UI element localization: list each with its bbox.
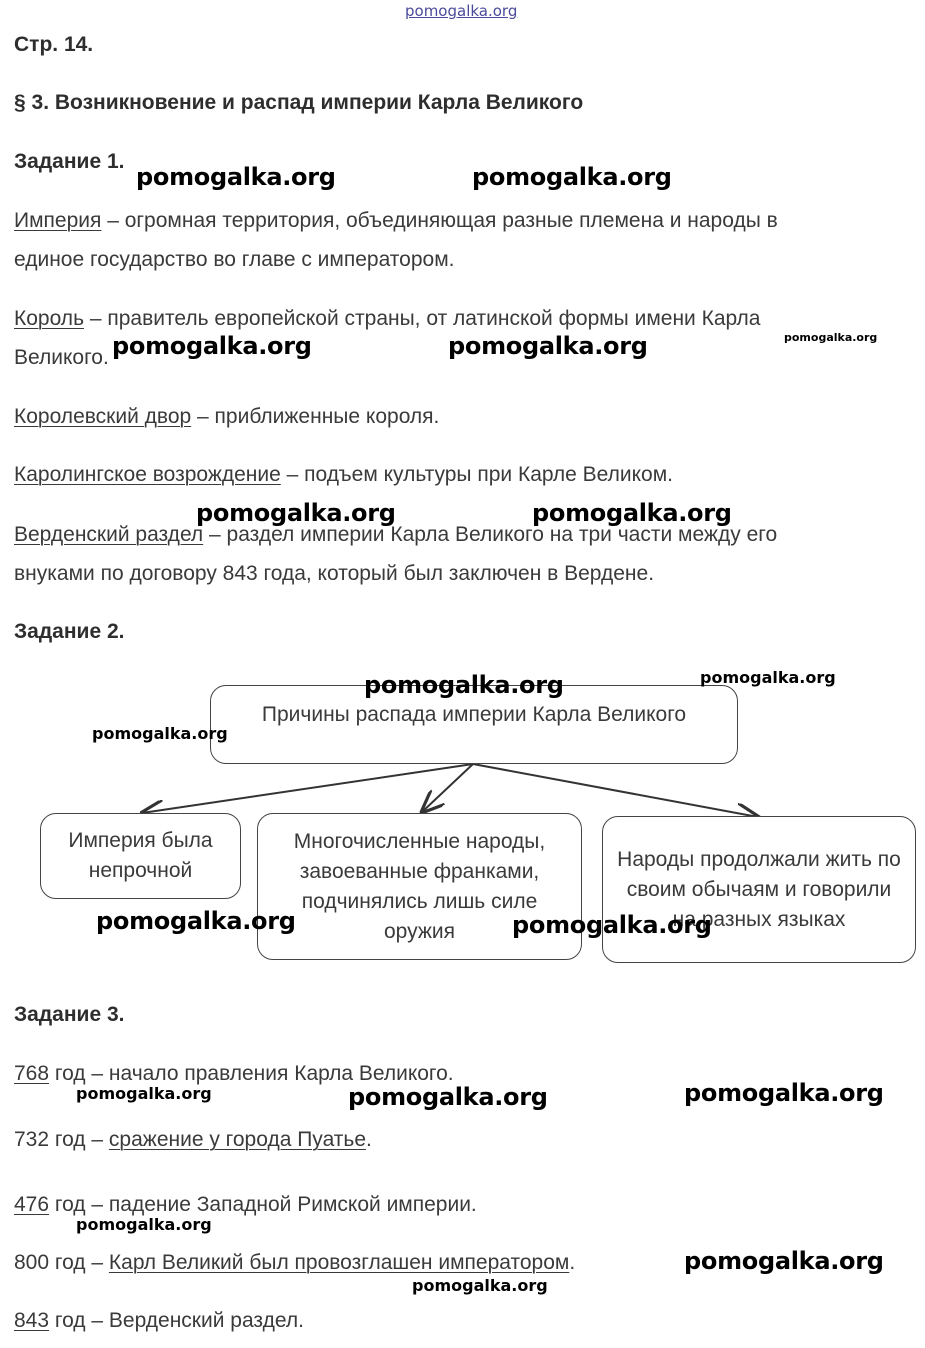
- watermark: pomogalka.org: [700, 668, 836, 687]
- watermark: pomogalka.org: [112, 332, 312, 360]
- task3-title: Задание 3.: [14, 1003, 125, 1026]
- timeline-year: 800: [14, 1251, 50, 1274]
- watermark: pomogalka.org: [512, 911, 712, 939]
- top-watermark: pomogalka.org: [405, 2, 518, 20]
- timeline-text: год – Верденский раздел.: [49, 1309, 304, 1332]
- diagram-child2-box: Многочисленные народы, завоеванные франками, подчинялись лишь силе оружия: [257, 813, 582, 960]
- arrow-to-child1: [142, 764, 473, 813]
- watermark: pomogalka.org: [96, 907, 296, 935]
- definition-royal-court-text: – приближенные короля.: [191, 405, 440, 428]
- definition-verdun-line2: внуками по договору 843 года, который был заключен в Вердене.: [14, 562, 655, 585]
- diagram-root-box: Причины распада империи Карла Великого: [210, 685, 738, 764]
- watermark: pomogalka.org: [684, 1247, 884, 1275]
- watermark: pomogalka.org: [532, 499, 732, 527]
- watermark: pomogalka.org: [784, 331, 878, 344]
- timeline-year: 476: [14, 1193, 50, 1216]
- timeline-text: год – начало правления Карла Великого.: [49, 1062, 454, 1085]
- term-royal-court: Королевский двор: [14, 405, 192, 428]
- watermark: pomogalka.org: [92, 724, 228, 743]
- definition-empire-line2: единое государство во главе с императором.: [14, 248, 455, 271]
- timeline-text: год – падение Западной Римской империи.: [49, 1193, 477, 1216]
- section-title: § 3. Возникновение и распад империи Карла Великого: [14, 91, 584, 114]
- term-verdun: Верденский раздел: [14, 523, 204, 546]
- watermark: pomogalka.org: [364, 671, 564, 699]
- page-label: Стр. 14.: [14, 33, 94, 56]
- term-empire: Империя: [14, 209, 102, 232]
- timeline-tail: .: [366, 1128, 372, 1151]
- definition-carolingian-text: – подъем культуры при Карле Великом.: [280, 463, 673, 486]
- timeline-tail: .: [569, 1251, 576, 1274]
- timeline-year: 768: [14, 1062, 50, 1085]
- timeline-event: Карл Великий был провозглашен императором: [108, 1251, 570, 1274]
- watermark: pomogalka.org: [348, 1083, 548, 1111]
- term-king: Король: [14, 307, 85, 330]
- timeline-item-843: [14, 1301, 304, 1340]
- watermark: pomogalka.org: [76, 1084, 212, 1103]
- diagram-child3-box: Народы продолжали жить по своим обычаям и говорили на разных языках: [602, 816, 916, 963]
- task1-title: Задание 1.: [14, 150, 125, 173]
- watermark: pomogalka.org: [412, 1276, 548, 1295]
- timeline-event: сражение у города Пуатье: [108, 1128, 367, 1151]
- watermark: pomogalka.org: [472, 163, 672, 191]
- diagram-child1-box: Империя была непрочной: [40, 813, 241, 899]
- timeline-text: год –: [49, 1251, 109, 1274]
- watermark: pomogalka.org: [76, 1215, 212, 1234]
- timeline-year: 843: [14, 1309, 50, 1332]
- definition-king-text: – правитель европейской страны, от латинской формы имени Карла: [84, 307, 761, 330]
- watermark: pomogalka.org: [196, 499, 396, 527]
- definition-verdun-text: – раздел империи Карла Великого на три части между его: [203, 523, 778, 546]
- arrow-to-child3: [473, 764, 758, 817]
- watermark: pomogalka.org: [684, 1079, 884, 1107]
- term-carolingian: Каролингское возрождение: [14, 463, 281, 486]
- timeline-year: 732: [14, 1128, 50, 1151]
- watermark: pomogalka.org: [136, 163, 336, 191]
- timeline-text: год –: [49, 1128, 109, 1151]
- definition-king-line2: Великого.: [14, 346, 109, 369]
- task2-title: Задание 2.: [14, 620, 125, 643]
- definition-empire-text: – огромная территория, объединяющая разные племена и народы в: [101, 209, 778, 232]
- watermark: pomogalka.org: [448, 332, 648, 360]
- timeline-item-732: [14, 1120, 372, 1159]
